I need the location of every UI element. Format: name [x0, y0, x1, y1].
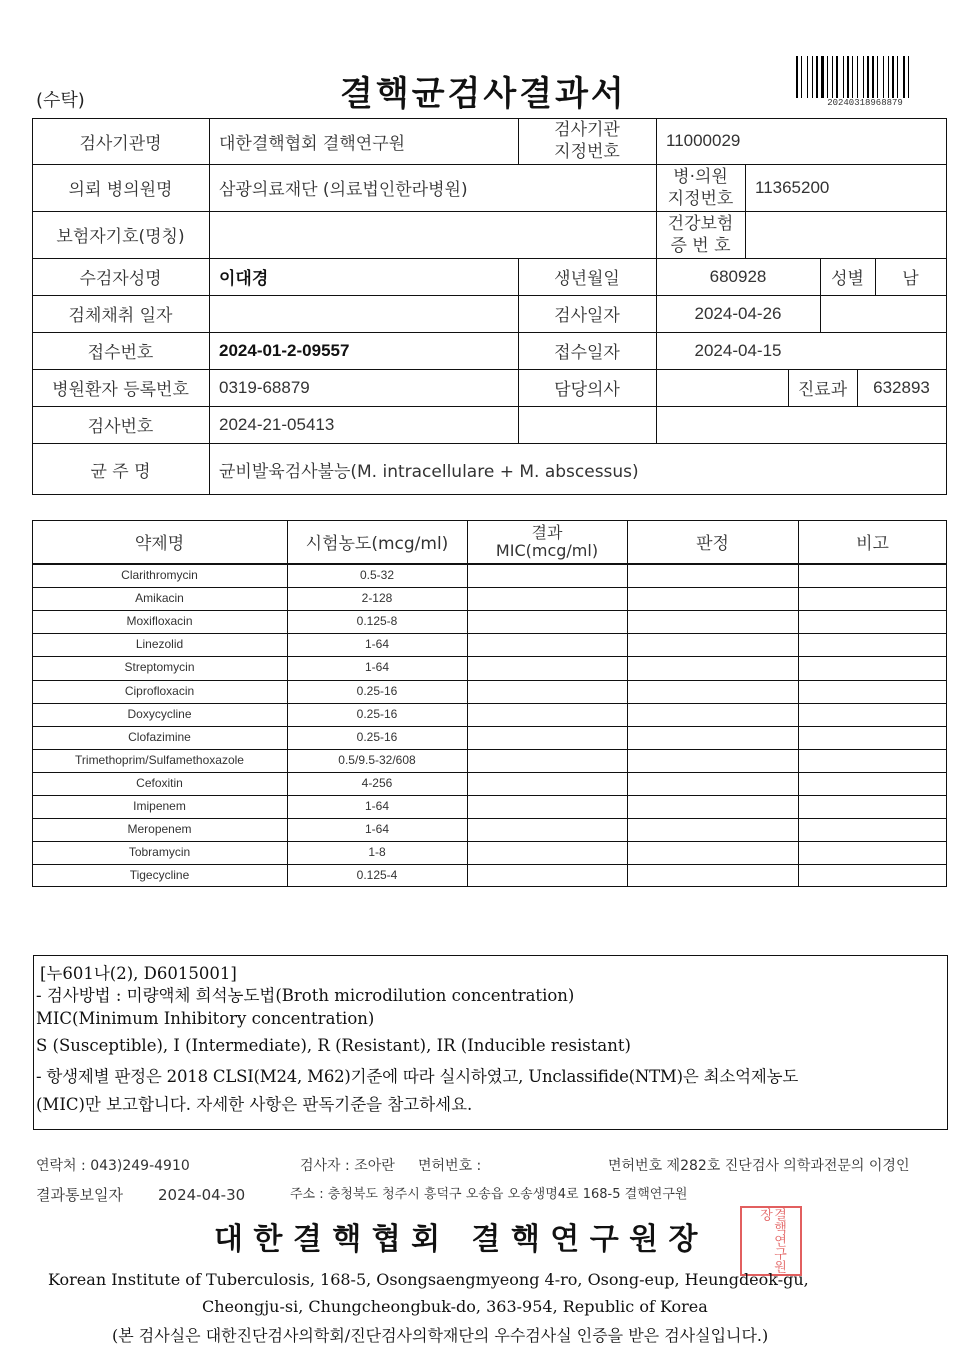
drug-header: 약제명: [134, 534, 185, 554]
test-concentration: 1-64: [364, 799, 390, 813]
receipt-no-value: 2024-01-2-09557: [219, 340, 350, 360]
address-en-1: Korean Institute of Tuberculosis, 168-5, Osongsaengmyeong 4-ro, Osong-eup, Heungdeok-gu,: [48, 1270, 809, 1289]
receipt-no-label: 접수번호: [87, 343, 154, 363]
test-no-label: 검사번호: [87, 417, 154, 437]
barcode: [796, 56, 934, 108]
insured-value: [209, 211, 656, 258]
test-concentration: 0.25-16: [356, 729, 398, 744]
drug-name: Amikacin: [135, 591, 184, 606]
notify-date: 2024-04-30: [158, 1186, 246, 1204]
notes-reference: (MIC)만 보고합니다. 자세한 사항은 판독기준을 참고하세요.: [36, 1095, 473, 1114]
drug-name: Tobramycin: [128, 845, 191, 860]
test-concentration: 0.25-16: [356, 706, 398, 721]
dept-value: 632893: [873, 377, 930, 397]
test-concentration: 1-64: [364, 660, 390, 675]
remarks-header: 비고: [856, 534, 889, 554]
test-concentration: 1-64: [364, 637, 390, 652]
dob-label: 생년월일: [554, 269, 620, 289]
sex-label: 성별: [831, 269, 864, 289]
requester-value: 삼광의료재단 (의료법인한라병원): [219, 180, 468, 200]
consignment-label: (수탁): [36, 90, 85, 111]
reg-no-value: 0319-68879: [219, 377, 310, 397]
lab-label: 검사기관명: [79, 133, 162, 154]
patient-label: 수검자성명: [79, 269, 162, 289]
test-no-value: 2024-21-05413: [219, 414, 335, 434]
drug-name: Streptomycin: [124, 660, 195, 675]
requester-label: 의뢰 병의원명: [68, 180, 173, 200]
test-concentration: 0.5-32: [359, 568, 395, 582]
receipt-date-label: 접수일자: [554, 343, 620, 363]
address-kr: 주소 : 충청북도 청주시 흥덕구 오송읍 오송생명4로 168-5 결핵연구원: [290, 1187, 688, 1202]
drug-name: Linezolid: [135, 637, 184, 652]
hosp-id-value: 11365200: [755, 177, 830, 197]
health-id-value: [745, 211, 946, 258]
drug-name: Ciprofloxacin: [124, 683, 195, 698]
collect-value: [209, 295, 518, 332]
conc-header: 시험농도(mcg/ml): [305, 534, 449, 554]
receipt-date-value: 2024-04-15: [694, 340, 782, 360]
drug-name: Trimethoprim/Sulfamethoxazole: [75, 752, 244, 767]
insured-label: 보험자기호(명칭): [56, 227, 185, 247]
license-info: 면허번호 제282호 진단검사 의학과전문의 이경인: [608, 1158, 910, 1174]
lab-value: 대한결핵협회 결핵연구원: [219, 133, 406, 154]
doctor-value: [656, 369, 788, 406]
drug-name: Doxycycline: [127, 706, 192, 721]
reg-no-label: 병원환자 등록번호: [52, 380, 189, 400]
notes-code: [누601나(2), D6015001]: [40, 964, 237, 983]
strain-label: 균 주 명: [90, 461, 151, 482]
test-concentration: 0.125-8: [356, 614, 398, 629]
health-id-label: 건강보험 증 번 호: [667, 213, 734, 256]
test-date-label: 검사일자: [554, 306, 620, 326]
drug-name: Meropenem: [127, 822, 192, 837]
test-concentration: 4-256: [361, 775, 393, 790]
official-seal: 결핵연구원장: [740, 1206, 802, 1276]
collect-label: 검체채취 일자: [68, 306, 173, 326]
hosp-id-label: 병·의원 지정번호: [667, 166, 734, 209]
test-date-value: 2024-04-26: [694, 303, 782, 323]
judgement-header: 판정: [696, 534, 729, 554]
drug-name: Cefoxitin: [136, 775, 183, 790]
result-header: 결과 MIC(mcg/ml): [495, 522, 599, 560]
drug-name: Imipenem: [133, 799, 186, 813]
org-name: 대 한 결 핵 협 회 결 핵 연 구 원 장: [214, 1222, 698, 1257]
tester: 검사자 : 조아란: [300, 1158, 395, 1174]
strain-value: 균비발육검사불능(M. intracellulare + M. abscessus): [219, 461, 639, 482]
test-concentration: 0.125-4: [356, 868, 398, 883]
notes-criteria: - 항생제별 판정은 2018 CLSI(M24, M62)기준에 따라 실시하였고, Unclassifide(NTM)은 최소억제농도: [36, 1067, 799, 1086]
contact: 연락처 : 043)249-4910: [36, 1158, 190, 1174]
lab-id-value: 11000029: [666, 131, 741, 150]
test-concentration: 1-64: [364, 822, 390, 837]
test-concentration: 0.25-16: [356, 683, 398, 698]
notes-mic: MIC(Minimum Inhibitory concentration): [36, 1009, 375, 1028]
test-concentration: 1-8: [368, 845, 386, 860]
drug-name: Clofazimine: [128, 729, 191, 744]
patient-name: 이대경: [219, 269, 269, 289]
test-concentration: 2-128: [361, 591, 393, 606]
address-en-2: Cheongju-si, Chungcheongbuk-do, 363-954, Republic of Korea: [202, 1297, 708, 1316]
test-concentration: 0.5/9.5-32/608: [338, 752, 416, 767]
notes-method: - 검사방법 : 미량액체 희석농도법(Broth microdilution concentration): [36, 986, 575, 1005]
doctor-label: 담당의사: [554, 380, 620, 400]
barcode-number: 20240318968879: [827, 98, 903, 108]
dob-value: 680928: [709, 266, 767, 286]
lab-id-label: 검사기관 지정번호: [554, 120, 620, 162]
certification-note: (본 검사실은 대한진단검사의학회/진단검사의학재단의 우수검사실 인증을 받은 검사실입니다.): [112, 1326, 769, 1345]
notes-legend: S (Susceptible), I (Intermediate), R (Resistant), IR (Inducible resistant): [36, 1036, 631, 1055]
document-title: 결핵균검사결과서: [340, 74, 627, 114]
drug-name: Clarithromycin: [121, 568, 198, 582]
drug-name: Tigecycline: [129, 868, 190, 883]
dept-label: 진료과: [797, 380, 848, 400]
license-label: 면허번호 :: [418, 1158, 482, 1174]
drug-name: Moxifloxacin: [126, 614, 193, 629]
sex-value: 남: [902, 269, 919, 289]
notify-label: 결과통보일자: [36, 1186, 123, 1204]
